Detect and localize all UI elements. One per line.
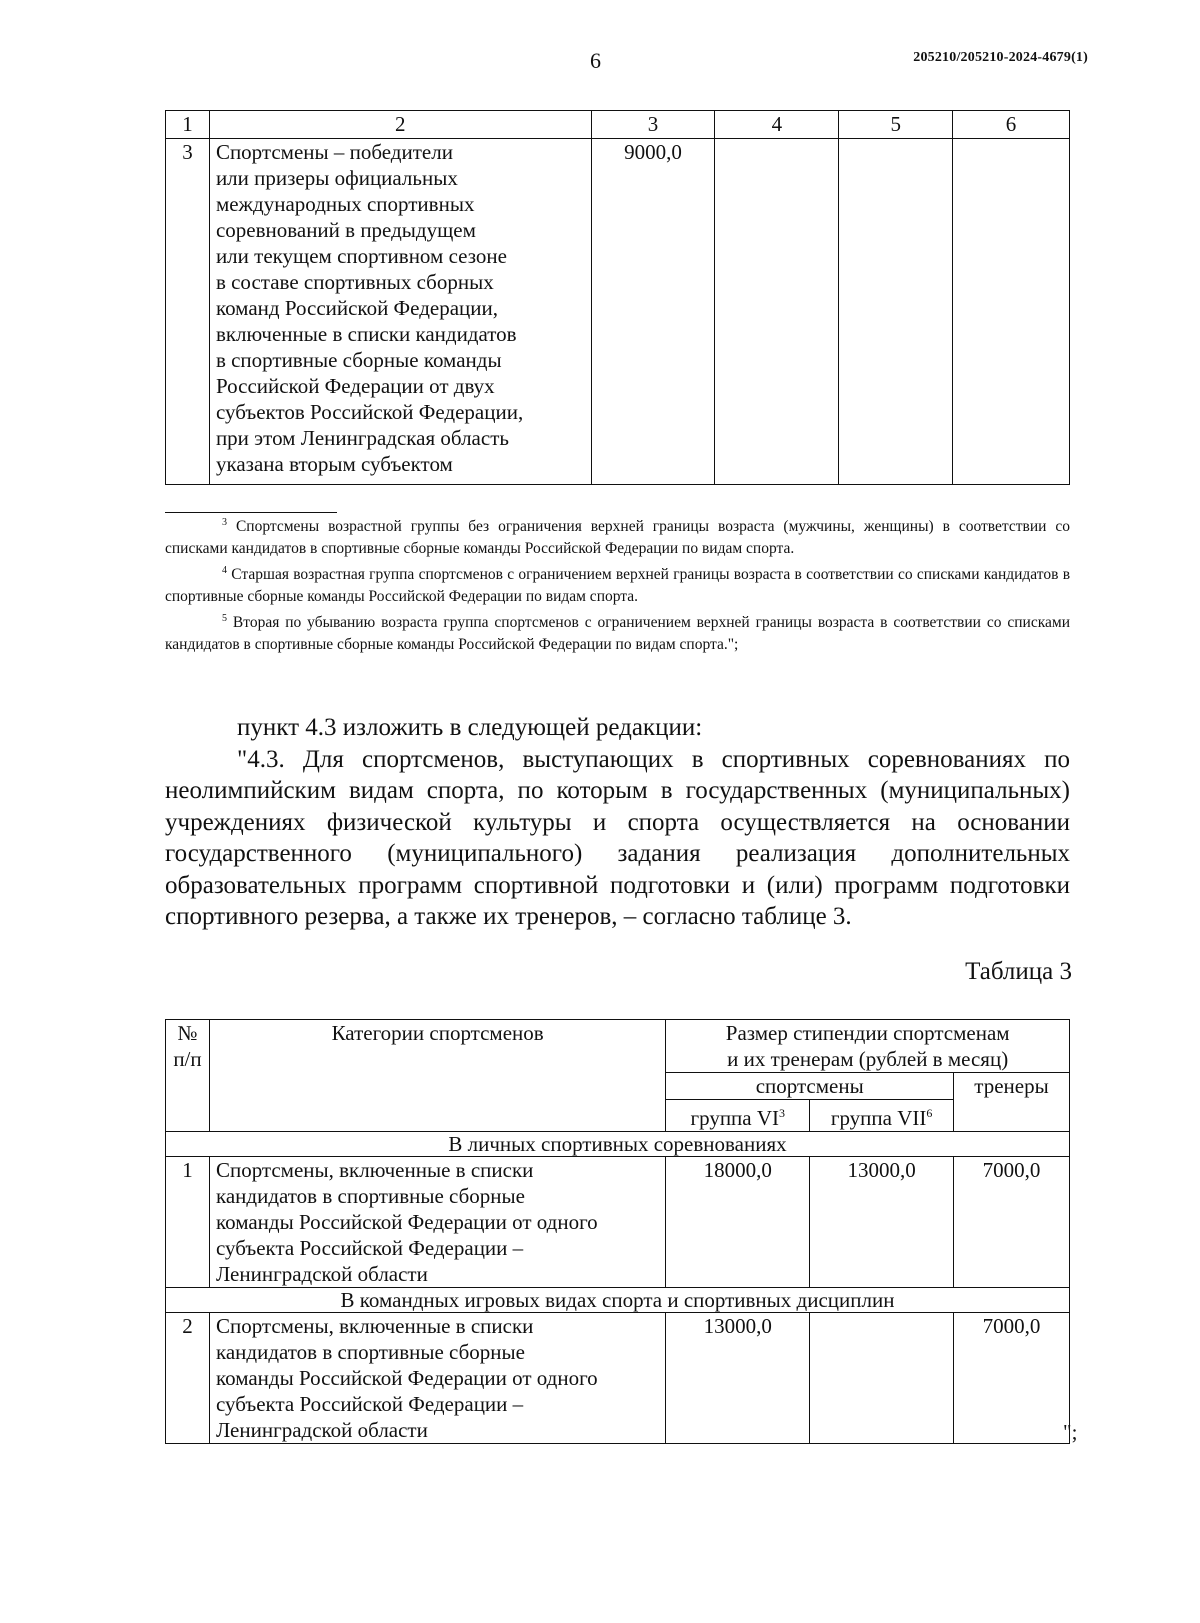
athletes-header: спортсмены bbox=[666, 1073, 954, 1100]
group-vii-header bbox=[810, 1100, 954, 1132]
header-line: п/п bbox=[173, 1047, 202, 1071]
footnotes bbox=[165, 512, 1070, 656]
paragraph: "4.3. Для спортсменов, выступающих в спортивных соревнованиях по неолимпийским видам спорта, по которым в государственных (муниципальных) учреждениях физической культуры и спорта осуществляется на основании государственного (муниципального) задания реализация дополнительных образовательных программ спортивной подготовки и (или) программ подготовки спортивного резерва, а также их тренеров, – согласно таблице 3. bbox=[165, 745, 1070, 930]
category-line: субъекта Российской Федерации – bbox=[215, 1236, 524, 1260]
row-number: 1 bbox=[166, 1157, 210, 1288]
row-value: 9000,0 bbox=[591, 139, 715, 485]
footnote-text: Старшая возрастная группа спортсменов с ограничением верхней границы возраста в соответствии со списками кандидатов в спортивные сборные команды Российской Федерации по видам спорта. bbox=[165, 566, 1071, 606]
category-line: в спортивные сборные команды bbox=[215, 348, 502, 372]
category-line: субъектов Российской Федерации, bbox=[215, 400, 524, 424]
category-line: Российской Федерации от двух bbox=[215, 374, 495, 398]
footnote-text: Вторая по убыванию возраста группа спортсменов с ограничением верхней границы возраста в соответствии со списками кандидатов в спортивные сборные команды Российской Федерации по видам спорта."; bbox=[165, 614, 1071, 654]
category-line: Спортсмены, включенные в списки bbox=[215, 1158, 534, 1182]
group-vi-value: 13000,0 bbox=[666, 1313, 810, 1444]
group-vii-value: 13000,0 bbox=[810, 1157, 954, 1288]
table-continuation bbox=[165, 110, 1070, 485]
column-number: 5 bbox=[839, 111, 953, 139]
category-line: кандидатов в спортивные сборные bbox=[215, 1340, 525, 1364]
group-vi-header bbox=[666, 1100, 810, 1132]
table-row bbox=[166, 1157, 1070, 1288]
row-number: 3 bbox=[166, 139, 210, 485]
category-line: международных спортивных bbox=[215, 192, 475, 216]
row-category bbox=[209, 1157, 665, 1288]
column-number: 3 bbox=[591, 111, 715, 139]
category-line: или текущем спортивном сезоне bbox=[215, 244, 507, 268]
footnote-text: Спортсмены возрастной группы без ограничения верхней границы возраста (мужчины, женщины) в соответствии со списками кандидатов в спортивные сборные команды Российской Федерации по видам спорта. bbox=[165, 518, 1070, 558]
table-caption: Таблица 3 bbox=[965, 958, 1072, 985]
coaches-header: тренеры bbox=[954, 1073, 1070, 1132]
footnote-mark: 6 bbox=[926, 1106, 933, 1120]
group-label: группа VII bbox=[830, 1106, 927, 1130]
document-code: 205210/205210-2024-4679(1) bbox=[913, 50, 1088, 65]
category-line: указана вторым субъектом bbox=[215, 452, 453, 476]
category-line: кандидатов в спортивные сборные bbox=[215, 1184, 525, 1208]
category-line: команды Российской Федерации от одного bbox=[215, 1210, 598, 1234]
footnote bbox=[165, 608, 1070, 656]
header-line: и их тренерам (рублей в месяц) bbox=[727, 1047, 1009, 1071]
category-line: или призеры официальных bbox=[215, 166, 458, 190]
category-line: субъекта Российской Федерации – bbox=[215, 1392, 524, 1416]
column-number: 6 bbox=[953, 111, 1070, 139]
category-line: в составе спортивных сборных bbox=[215, 270, 494, 294]
group-vi-value: 18000,0 bbox=[666, 1157, 810, 1288]
row-category bbox=[209, 139, 591, 485]
coaches-value: 7000,0 bbox=[954, 1313, 1070, 1444]
table-header-row bbox=[166, 1020, 1070, 1073]
footnote-mark: 4 bbox=[222, 565, 227, 577]
category-line: включенные в списки кандидатов bbox=[215, 322, 517, 346]
header-line: Размер стипендии спортсменам bbox=[725, 1021, 1010, 1045]
closing-quote: "; bbox=[1063, 1420, 1078, 1444]
category-line: Ленинградской области bbox=[215, 1418, 428, 1442]
table-row bbox=[166, 1313, 1070, 1444]
section-title: В личных спортивных соревнованиях bbox=[166, 1132, 1070, 1157]
page-number: 6 bbox=[590, 48, 601, 73]
row-value bbox=[953, 139, 1070, 485]
column-number: 1 bbox=[166, 111, 210, 139]
section-row bbox=[166, 1132, 1070, 1157]
category-line: Спортсмены – победители bbox=[215, 140, 453, 164]
category-line: команды Российской Федерации от одного bbox=[215, 1366, 598, 1390]
footnote bbox=[165, 560, 1070, 608]
row-category bbox=[209, 1313, 665, 1444]
stipend-size-header bbox=[666, 1020, 1070, 1073]
category-line: соревнований в предыдущем bbox=[215, 218, 476, 242]
column-number: 2 bbox=[209, 111, 591, 139]
footnote-mark: 3 bbox=[779, 1106, 786, 1120]
table-3 bbox=[165, 1019, 1070, 1444]
category-line: Ленинградской области bbox=[215, 1262, 428, 1286]
column-number: 4 bbox=[715, 111, 839, 139]
group-label: группа VI bbox=[690, 1106, 780, 1130]
footnote bbox=[165, 512, 1070, 560]
category-line: Спортсмены, включенные в списки bbox=[215, 1314, 534, 1338]
header-line: № bbox=[177, 1021, 198, 1045]
table-header-row bbox=[166, 111, 1070, 139]
paragraph: пункт 4.3 изложить в следующей редакции: bbox=[237, 714, 703, 741]
body-text bbox=[165, 712, 1070, 933]
group-vii-value bbox=[810, 1313, 954, 1444]
category-line: при этом Ленинградская область bbox=[215, 426, 509, 450]
section-title: В командных игровых видах спорта и спортивных дисциплин bbox=[166, 1288, 1070, 1313]
category-header: Категории спортсменов bbox=[209, 1020, 665, 1132]
row-value bbox=[715, 139, 839, 485]
category-line: команд Российской Федерации, bbox=[215, 296, 498, 320]
coaches-value: 7000,0 bbox=[954, 1157, 1070, 1288]
section-row bbox=[166, 1288, 1070, 1313]
number-header bbox=[166, 1020, 210, 1132]
footnote-mark: 3 bbox=[222, 517, 227, 528]
row-value bbox=[839, 139, 953, 485]
table-row bbox=[166, 139, 1070, 485]
row-number: 2 bbox=[166, 1313, 210, 1444]
footnote-mark: 5 bbox=[222, 613, 227, 625]
